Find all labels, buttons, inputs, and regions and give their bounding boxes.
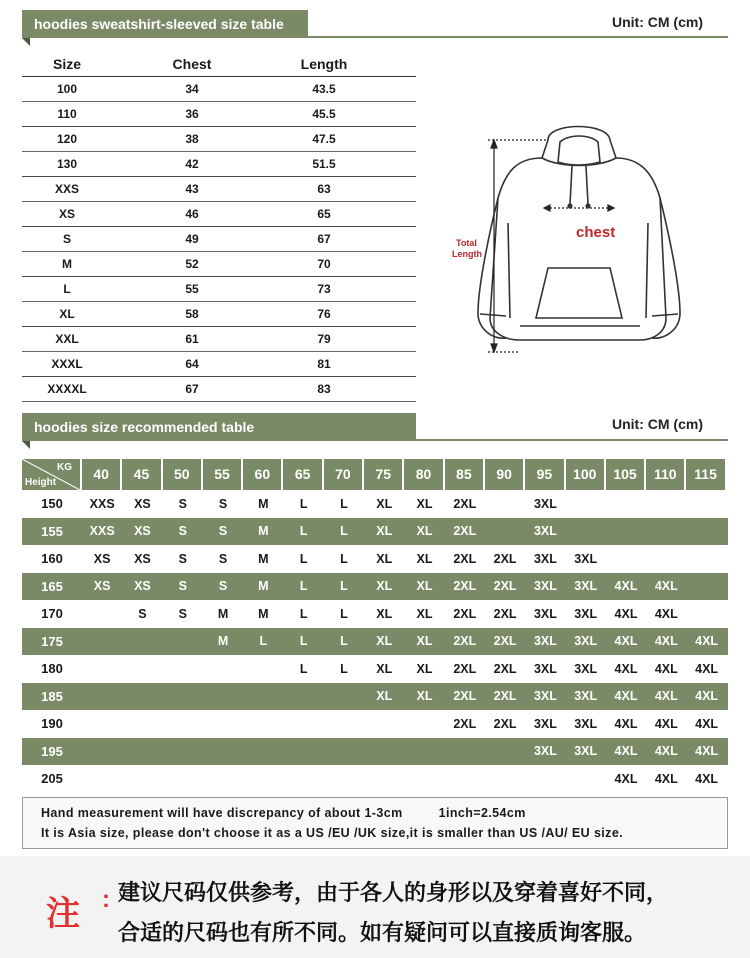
corner-kg-label: KG bbox=[57, 462, 72, 473]
size-row bbox=[22, 377, 416, 402]
size-recommend-cell: 3XL bbox=[533, 744, 557, 759]
size-recommend-cell: XL bbox=[416, 634, 433, 649]
kg-header-cell: 40 bbox=[82, 459, 120, 490]
size-recommend-cell: L bbox=[340, 551, 348, 566]
chest-cell: 55 bbox=[185, 282, 199, 296]
size-recommend-cell: 2XL bbox=[453, 579, 477, 594]
size-row bbox=[22, 252, 416, 277]
recommend-table-header bbox=[22, 459, 728, 490]
length-cell: 63 bbox=[317, 182, 331, 196]
kg-header-cell: 80 bbox=[404, 459, 442, 490]
size-recommend-cell: 4XL bbox=[614, 606, 638, 621]
chest-cell: 61 bbox=[185, 332, 199, 346]
size-recommend-cell: L bbox=[299, 496, 308, 511]
size-recommend-cell: 3XL bbox=[533, 716, 557, 731]
size-row bbox=[22, 327, 416, 352]
size-recommend-cell: L bbox=[340, 524, 348, 539]
kg-header-cell: 75 bbox=[364, 459, 402, 490]
recommend-row bbox=[22, 765, 728, 793]
size-recommend-cell: XL bbox=[376, 579, 393, 594]
size-recommend-cell: S bbox=[178, 551, 187, 566]
size-recommend-cell: 4XL bbox=[614, 634, 638, 649]
recommend-table-rule bbox=[22, 439, 728, 441]
size-recommend-cell: S bbox=[218, 551, 228, 566]
kg-header-cell: 55 bbox=[203, 459, 241, 490]
size-recommend-cell: S bbox=[218, 524, 228, 539]
recommend-row bbox=[22, 683, 728, 711]
size-recommend-cell: L bbox=[340, 606, 348, 621]
size-recommend-cell: 2XL bbox=[493, 606, 517, 621]
size-recommend-cell: XL bbox=[376, 524, 393, 539]
size-recommend-cell: L bbox=[340, 634, 348, 649]
size-cell: 100 bbox=[56, 82, 78, 96]
height-cell: 165 bbox=[41, 578, 63, 594]
size-recommend-cell: 4XL bbox=[695, 771, 719, 786]
size-cell: 110 bbox=[57, 107, 77, 121]
size-recommend-cell: 3XL bbox=[533, 551, 557, 566]
height-cell: 205 bbox=[41, 771, 63, 787]
size-recommend-cell: L bbox=[299, 661, 308, 676]
size-recommend-cell: 2XL bbox=[493, 579, 517, 594]
size-cell: 120 bbox=[56, 132, 78, 146]
size-recommend-cell: 4XL bbox=[614, 689, 638, 704]
size-row bbox=[22, 352, 416, 377]
length-cell: 45.5 bbox=[312, 107, 336, 121]
size-recommend-cell: 2XL bbox=[493, 634, 517, 649]
size-recommend-cell: 4XL bbox=[695, 689, 719, 704]
size-cell: XL bbox=[59, 307, 75, 321]
size-recommend-cell: XXS bbox=[89, 524, 115, 539]
size-row bbox=[22, 277, 416, 302]
size-recommend-cell: S bbox=[178, 606, 187, 621]
length-col-header: Length bbox=[300, 56, 348, 72]
size-row bbox=[22, 177, 416, 202]
size-recommend-cell: S bbox=[138, 606, 147, 621]
length-cell: 43.5 bbox=[312, 82, 336, 96]
size-recommend-cell: 4XL bbox=[654, 716, 678, 731]
recommend-row bbox=[22, 738, 728, 766]
size-recommend-cell: 3XL bbox=[574, 579, 598, 594]
size-recommend-cell: 3XL bbox=[533, 606, 557, 621]
measurement-note bbox=[22, 797, 728, 849]
height-cell: 180 bbox=[41, 661, 63, 677]
size-recommend-cell: XL bbox=[376, 634, 393, 649]
size-recommend-cell: XL bbox=[376, 551, 393, 566]
size-recommend-cell: 2XL bbox=[453, 496, 477, 511]
length-cell: 67 bbox=[317, 232, 331, 246]
size-recommend-cell: XS bbox=[134, 496, 151, 511]
chest-label: chest bbox=[576, 224, 616, 241]
kg-header-cell: 115 bbox=[686, 459, 724, 490]
size-cell: M bbox=[62, 257, 72, 271]
size-recommend-cell: L bbox=[259, 634, 268, 649]
size-recommend-cell: 4XL bbox=[614, 771, 638, 786]
size-recommend-cell: M bbox=[217, 606, 229, 621]
size-recommend-cell: S bbox=[218, 579, 228, 594]
size-recommend-cell: S bbox=[178, 524, 187, 539]
size-table bbox=[22, 52, 416, 402]
height-cell: 150 bbox=[41, 496, 63, 512]
size-recommend-cell: XL bbox=[376, 496, 393, 511]
height-cell: 175 bbox=[41, 633, 63, 649]
recommend-row bbox=[22, 518, 728, 546]
size-row bbox=[22, 152, 416, 177]
recommend-row bbox=[22, 490, 728, 518]
size-recommend-cell: 3XL bbox=[574, 661, 598, 676]
size-recommend-cell: 4XL bbox=[695, 634, 719, 649]
size-cell: XXXXL bbox=[47, 382, 87, 396]
size-recommend-cell: XL bbox=[416, 579, 433, 594]
kg-header-cell: 95 bbox=[525, 459, 563, 490]
size-recommend-cell: 2XL bbox=[493, 689, 517, 704]
size-table-rule bbox=[22, 36, 728, 38]
size-recommend-cell: 4XL bbox=[614, 661, 638, 676]
size-recommend-cell: XS bbox=[134, 524, 151, 539]
size-cell: XXXL bbox=[51, 357, 83, 371]
recommend-row bbox=[22, 573, 728, 601]
size-table-title: hoodies sweatshirt-sleeved size table bbox=[22, 10, 308, 38]
size-recommend-cell: 4XL bbox=[654, 634, 678, 649]
size-recommend-cell: 3XL bbox=[533, 634, 557, 649]
length-cell: 81 bbox=[317, 357, 331, 371]
size-recommend-cell: 3XL bbox=[533, 579, 557, 594]
size-recommend-cell: L bbox=[299, 551, 308, 566]
height-cell: 155 bbox=[41, 523, 63, 539]
size-cell: XXL bbox=[55, 332, 79, 346]
length-cell: 79 bbox=[317, 332, 331, 346]
chest-cell: 42 bbox=[185, 157, 199, 171]
size-recommend-cell: XL bbox=[416, 661, 433, 676]
size-recommend-cell: 4XL bbox=[654, 744, 678, 759]
note-inch: 1inch=2.54cm bbox=[438, 806, 526, 820]
size-recommend-cell: XS bbox=[93, 579, 111, 594]
chinese-note-line-1: 建议尺码仅供参考，由于各人的身形以及穿着喜好不同， bbox=[118, 881, 669, 906]
size-recommend-cell: L bbox=[340, 496, 348, 511]
recommend-table-title: hoodies size recommended table bbox=[22, 413, 416, 441]
size-recommend-cell: M bbox=[258, 551, 269, 566]
kg-header-cell: 65 bbox=[283, 459, 321, 490]
recommend-row bbox=[22, 710, 728, 738]
height-cell: 185 bbox=[41, 688, 63, 704]
height-cell: 190 bbox=[41, 716, 63, 732]
length-cell: 83 bbox=[317, 382, 331, 396]
recommend-row bbox=[22, 600, 728, 628]
length-cell: 70 bbox=[317, 257, 331, 271]
size-recommend-cell: 3XL bbox=[574, 716, 598, 731]
size-recommend-cell: XL bbox=[416, 524, 433, 539]
recommend-row bbox=[22, 545, 728, 573]
size-row bbox=[22, 77, 416, 102]
size-recommend-cell: 4XL bbox=[695, 716, 719, 731]
chinese-note-line-2: 合适的尺码也有所不同。如有疑问可以直接质询客服。 bbox=[118, 921, 647, 946]
size-recommend-cell: XL bbox=[416, 551, 433, 566]
height-cell: 170 bbox=[41, 606, 63, 622]
chest-cell: 43 bbox=[185, 182, 199, 196]
size-recommend-cell: 3XL bbox=[574, 689, 598, 704]
size-recommend-cell: L bbox=[299, 524, 308, 539]
size-recommend-cell: 4XL bbox=[695, 744, 719, 759]
size-recommend-cell: 2XL bbox=[453, 689, 477, 704]
size-recommend-cell: 4XL bbox=[654, 771, 678, 786]
size-row bbox=[22, 227, 416, 252]
chest-cell: 38 bbox=[185, 132, 199, 146]
size-recommend-cell: 4XL bbox=[654, 579, 678, 594]
size-cell: XXS bbox=[54, 182, 79, 196]
size-recommend-cell: 3XL bbox=[533, 496, 557, 511]
size-recommend-cell: L bbox=[340, 579, 348, 594]
size-cell: XS bbox=[58, 207, 75, 221]
size-recommend-cell: 3XL bbox=[574, 606, 598, 621]
size-row bbox=[22, 302, 416, 327]
height-cell: 160 bbox=[41, 551, 63, 567]
length-cell: 73 bbox=[317, 282, 331, 296]
size-recommend-cell: 4XL bbox=[614, 716, 638, 731]
size-recommend-cell: M bbox=[258, 606, 269, 621]
recommend-table-body bbox=[22, 490, 728, 793]
note-line-2: It is Asia size, please don't choose it as a US /EU /UK size,it is smaller than US /AU/ EU size. bbox=[41, 826, 624, 840]
note-line-1 bbox=[41, 806, 709, 826]
size-recommend-cell: XL bbox=[376, 689, 393, 704]
size-row bbox=[22, 102, 416, 127]
recommend-row bbox=[22, 628, 728, 656]
size-recommend-cell: 2XL bbox=[493, 716, 517, 731]
size-recommend-cell: 4XL bbox=[654, 689, 678, 704]
size-recommend-cell: 2XL bbox=[453, 524, 477, 539]
chest-cell: 49 bbox=[185, 232, 199, 246]
corner-height-label: Height bbox=[25, 477, 57, 488]
size-recommend-cell: M bbox=[258, 579, 269, 594]
length-cell: 51.5 bbox=[312, 157, 336, 171]
size-cell: L bbox=[63, 282, 71, 296]
size-row bbox=[22, 127, 416, 152]
size-recommend-cell: 4XL bbox=[695, 661, 719, 676]
size-row bbox=[22, 202, 416, 227]
length-cell: 47.5 bbox=[312, 132, 336, 146]
size-recommend-cell: L bbox=[299, 634, 308, 649]
size-recommend-cell: XL bbox=[376, 606, 393, 621]
size-recommend-cell: 4XL bbox=[654, 606, 678, 621]
size-recommend-cell: 2XL bbox=[453, 716, 477, 731]
kg-header-cell: 45 bbox=[122, 459, 160, 490]
chest-cell: 34 bbox=[185, 82, 199, 96]
size-recommend-cell: 3XL bbox=[533, 524, 557, 539]
size-recommend-cell: XL bbox=[416, 496, 433, 511]
size-recommend-cell: S bbox=[218, 496, 228, 511]
size-table-body bbox=[22, 77, 416, 402]
size-recommend-cell: 4XL bbox=[654, 661, 678, 676]
size-recommend-cell: XL bbox=[416, 689, 433, 704]
total-label: Total bbox=[456, 238, 477, 248]
height-cell: 195 bbox=[41, 743, 63, 759]
size-recommend-cell: M bbox=[258, 524, 269, 539]
size-recommend-cell: S bbox=[178, 579, 187, 594]
kg-header-cell: 105 bbox=[606, 459, 644, 490]
length-label: Length bbox=[452, 249, 482, 259]
size-recommend-cell: XS bbox=[134, 579, 151, 594]
chest-cell: 52 bbox=[185, 257, 199, 271]
chest-cell: 36 bbox=[185, 107, 199, 121]
size-recommend-cell: L bbox=[299, 579, 308, 594]
size-recommend-cell: XL bbox=[376, 661, 393, 676]
size-col-header: Size bbox=[52, 56, 81, 72]
size-recommend-cell: L bbox=[299, 606, 308, 621]
note-colon: : bbox=[102, 886, 110, 913]
corner-cell bbox=[22, 459, 80, 490]
kg-header-cell: 50 bbox=[163, 459, 201, 490]
size-recommend-cell: 2XL bbox=[453, 551, 477, 566]
size-cell: 130 bbox=[56, 157, 78, 171]
recommend-table bbox=[22, 459, 728, 793]
kg-header-cell: 70 bbox=[324, 459, 362, 490]
size-cell: S bbox=[62, 232, 71, 246]
size-recommend-cell: 4XL bbox=[614, 579, 638, 594]
recommend-row bbox=[22, 655, 728, 683]
size-table-unit: Unit: CM (cm) bbox=[612, 14, 703, 30]
chest-cell: 46 bbox=[185, 207, 199, 221]
size-recommend-cell: XXS bbox=[89, 496, 115, 511]
chest-cell: 67 bbox=[185, 382, 199, 396]
size-recommend-cell: M bbox=[217, 634, 229, 649]
size-recommend-cell: 3XL bbox=[574, 634, 598, 649]
size-recommend-cell: 3XL bbox=[533, 661, 557, 676]
length-cell: 65 bbox=[317, 207, 331, 221]
size-recommend-cell: 2XL bbox=[493, 661, 517, 676]
kg-header-cell: 85 bbox=[445, 459, 483, 490]
kg-header-cell: 90 bbox=[485, 459, 523, 490]
recommend-table-unit: Unit: CM (cm) bbox=[612, 416, 703, 432]
size-recommend-cell: 2XL bbox=[493, 551, 517, 566]
size-recommend-cell: 3XL bbox=[574, 744, 598, 759]
kg-header-cell: 110 bbox=[646, 459, 684, 490]
note-discrepancy: Hand measurement will have discrepancy of about 1-3cm bbox=[41, 806, 403, 820]
chinese-note bbox=[0, 856, 750, 958]
size-recommend-cell: 3XL bbox=[533, 689, 557, 704]
size-recommend-cell: 2XL bbox=[453, 634, 477, 649]
note-mark: 注 bbox=[46, 894, 80, 934]
chest-cell: 58 bbox=[185, 307, 199, 321]
size-recommend-cell: M bbox=[258, 496, 269, 511]
size-recommend-cell: XS bbox=[93, 551, 111, 566]
size-recommend-cell: XS bbox=[134, 551, 151, 566]
size-recommend-cell: L bbox=[340, 661, 348, 676]
chest-col-header: Chest bbox=[172, 56, 212, 72]
kg-header-cell: 60 bbox=[243, 459, 281, 490]
size-recommend-cell: XL bbox=[416, 606, 433, 621]
size-recommend-cell: 2XL bbox=[453, 661, 477, 676]
kg-header-cell: 100 bbox=[566, 459, 604, 490]
length-cell: 76 bbox=[317, 307, 331, 321]
chest-cell: 64 bbox=[185, 357, 199, 371]
size-table-header bbox=[22, 52, 416, 77]
size-recommend-cell: S bbox=[178, 496, 187, 511]
size-recommend-cell: 2XL bbox=[453, 606, 477, 621]
size-recommend-cell: 3XL bbox=[574, 551, 598, 566]
size-recommend-cell: 4XL bbox=[614, 744, 638, 759]
